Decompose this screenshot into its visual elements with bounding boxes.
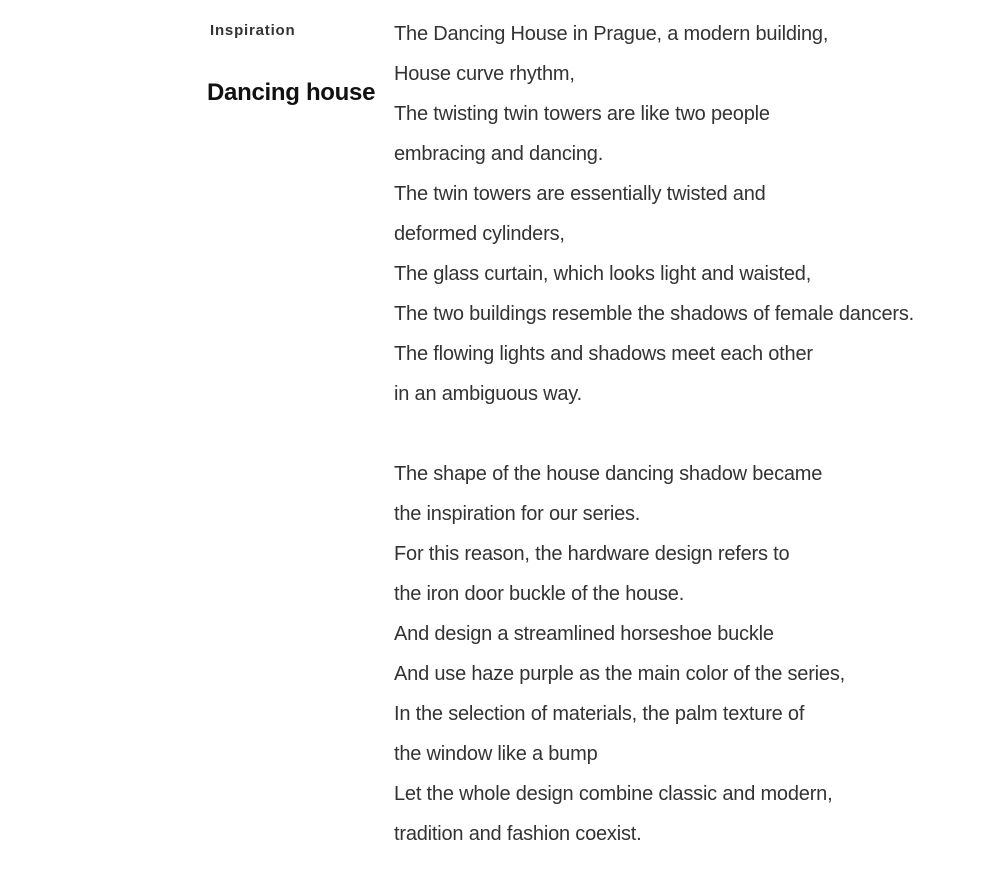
paragraph-building-description xyxy=(394,14,994,414)
text-line: the window like a bump xyxy=(394,743,598,765)
text-line: And design a streamlined horseshoe buckle xyxy=(394,623,774,645)
text-line: In the selection of materials, the palm texture of xyxy=(394,703,805,725)
text-line: the iron door buckle of the house. xyxy=(394,583,685,605)
text-line: The shape of the house dancing shadow became xyxy=(394,463,823,485)
text-line: And use haze purple as the main color of the series, xyxy=(394,663,845,685)
text-line: tradition and fashion coexist. xyxy=(394,823,642,845)
text-line: Let the whole design combine classic and modern, xyxy=(394,783,833,805)
text-line: The twisting twin towers are like two people xyxy=(394,103,770,125)
text-line: The glass curtain, which looks light and waisted, xyxy=(394,263,812,285)
text-line: The flowing lights and shadows meet each other xyxy=(394,343,813,365)
section-label: Inspiration xyxy=(210,22,296,39)
text-line: The two buildings resemble the shadows of female dancers. xyxy=(394,303,914,325)
text-line: embracing and dancing. xyxy=(394,143,604,165)
section-title: Dancing house xyxy=(207,79,376,106)
text-line: House curve rhythm, xyxy=(394,63,575,85)
text-line: The twin towers are essentially twisted and xyxy=(394,183,766,205)
text-line: For this reason, the hardware design refers to xyxy=(394,543,790,565)
text-line: in an ambiguous way. xyxy=(394,383,582,405)
body-text xyxy=(394,14,994,854)
text-line: The Dancing House in Prague, a modern building, xyxy=(394,23,829,45)
paragraph-series-inspiration xyxy=(394,454,994,854)
text-line: deformed cylinders, xyxy=(394,223,565,245)
text-line: the inspiration for our series. xyxy=(394,503,641,525)
